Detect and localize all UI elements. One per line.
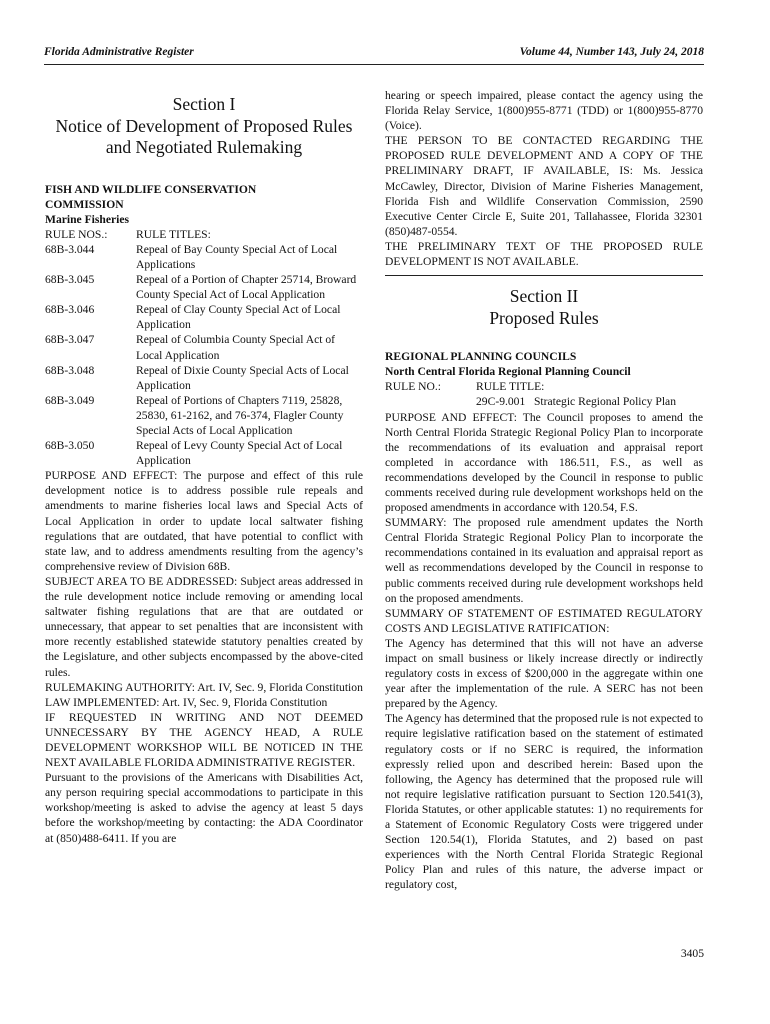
division-name: Marine Fisheries — [45, 212, 130, 226]
section-divider — [385, 275, 703, 276]
rule-row: 68B-3.047 Repeal of Columbia County Special Act of Local Application — [45, 333, 335, 362]
rule-row: 68B-3.046 Repeal of Clay County Special Act of Local Application — [45, 303, 341, 332]
rule-row: 29C-9.001 Strategic Regional Policy Plan — [476, 395, 676, 409]
ada-notice-continued: hearing or speech impaired, please contact the agency using the Florida Relay Service, 1(800)955-8771 (TDD) or 1(800)955-8770 (Voice). — [385, 89, 703, 133]
rule-row: 68B-3.045 Repeal of a Portion of Chapter 25714, Broward County Special Act of Local Application — [45, 273, 357, 302]
purpose-and-effect: PURPOSE AND EFFECT: The purpose and effect of this rule development notice is to address possible rule repeals and amendments to marine fisheries local laws and Special Acts of Local Application in order to update local saltwater fishing regulations that are outdated, that have potential to conflict with state law, and to address amendments resulting from the agency’s comprehensive review of Division 68B. — [45, 469, 363, 573]
page-number: 3405 — [680, 947, 704, 960]
contact-person: THE PERSON TO BE CONTACTED REGARDING THE PROPOSED RULE DEVELOPMENT AND A COPY OF THE PRELIMINARY DRAFT, IF AVAILABLE, IS: Ms. Jessica McCawley, Director, Division of Marine Fisheries Management, Florida Fish and Wildlife Conservation Commission, 2590 Executive Center Circle E, Suite 201, Tallahassee, Florida 32301 (850)487-0554. — [385, 134, 703, 238]
ada-notice: Pursuant to the provisions of the Americans with Disabilities Act, any person requiring special accommodations to participate in this workshop/meeting is asked to advise the agency at least 5 days before the workshop/meeting by contacting: the ADA Coordinator at (850)488-6411. If you are — [45, 771, 363, 845]
rule-table-header: RULE NOS.: RULE TITLES: — [45, 227, 211, 241]
section-1-title: Section I Notice of Development of Proposed Rules and Negotiated Rulemaking — [55, 94, 353, 157]
serc-heading: SUMMARY OF STATEMENT OF ESTIMATED REGULATORY COSTS AND LEGISLATIVE RATIFICATION: — [385, 606, 703, 635]
rule-row: 68B-3.050 Repeal of Levy County Special Act of Local Application — [45, 439, 343, 468]
council-name: North Central Florida Regional Planning Council — [385, 365, 631, 379]
subject-area: SUBJECT AREA TO BE ADDRESSED: Subject areas addressed in the rule development notice include removing or amending local saltwater fishing regulations that are that are outdated or unnecessary, that appear to set penalties that are inconsistent with more recently established statewide statutory penalties created by the Legislature, and other subjects encompassed by the above-cited rules. — [45, 574, 363, 679]
page-header — [44, 46, 704, 64]
law-implemented: LAW IMPLEMENTED: Art. IV, Sec. 9, Florida Constitution — [45, 695, 328, 709]
volume-issue: Volume 44, Number 143, July 24, 2018 — [519, 46, 704, 58]
preliminary-text-note: THE PRELIMINARY TEXT OF THE PROPOSED RULE DEVELOPMENT IS NOT AVAILABLE. — [385, 239, 703, 269]
rule-table-header: RULE NO.: RULE TITLE: — [385, 380, 545, 394]
rulemaking-authority: RULEMAKING AUTHORITY: Art. IV, Sec. 9, Florida Constitution — [45, 680, 363, 694]
rule-row: 68B-3.049 Repeal of Portions of Chapters 7119, 25828, 25830, 61-2162, and 76-374, Flagler County Special Acts of Local Application — [45, 393, 344, 437]
serc-text: The Agency has determined that this will not have an adverse impact on small business or likely increase directly or indirectly regulatory costs in excess of $200,000 in the aggregate within one year after the implementation of the rule. A SERC has not been prepared by the Agency. — [385, 636, 703, 711]
agency-name: REGIONAL PLANNING COUNCILS — [385, 350, 577, 364]
header-rule — [44, 64, 704, 65]
left-column — [45, 88, 363, 846]
rule-row: 68B-3.048 Repeal of Dixie County Special Acts of Local Application — [45, 363, 349, 392]
section-2-title: Section II Proposed Rules — [489, 286, 599, 328]
register-name: Florida Administrative Register — [44, 46, 194, 58]
ratification-text: The Agency has determined that the proposed rule is not expected to require legislative ratification based on the statement of estimated regulatory costs or if no SERC is required, the information expressly relied upon and described herein: Based upon the following, the Agency has determined that the proposed rule will not require legislative ratification pursuant to Section 120.541(3), Florida Statutes, or other applicable statutes: 1) no requirements for a Statement of Economic Regulatory Costs were triggered under Section 120.54(1), Florida Statutes, and 2) based on past experiences with the North Central Florida Strategic Regional Policy Plan and rules of this nature, the adverse impact or regulatory cost, — [385, 712, 703, 892]
rule-table — [45, 227, 363, 469]
purpose-and-effect: PURPOSE AND EFFECT: The Council proposes to amend the North Central Florida Strategic Regional Policy Plan to incorporate the recommendations of its evaluation and appraisal report completed in accordance with 186.511, F.S., as well as recommendations developed by the Council in response to public comments received during rule development workshops held on the proposed amendments in accordance with 120.54, F.S. — [385, 410, 703, 515]
summary: SUMMARY: The proposed rule amendment updates the North Central Florida Strategic Regional Policy Plan to incorporate the recommendations contained in its evaluation and appraisal report as well as recommendations developed by the Council in response to public comments received during rule development workshops held on the proposed amendments. — [385, 516, 703, 605]
right-column — [385, 88, 703, 893]
rule-row: 68B-3.044 Repeal of Bay County Special Act of Local Applications — [45, 242, 338, 271]
agency-name: FISH AND WILDLIFE CONSERVATION COMMISSION — [45, 182, 257, 211]
workshop-notice: IF REQUESTED IN WRITING AND NOT DEEMED UNNECESSARY BY THE AGENCY HEAD, A RULE DEVELOPMENT WORKSHOP WILL BE NOTICED IN THE NEXT AVAILABLE FLORIDA ADMINISTRATIVE REGISTER. — [45, 710, 363, 770]
